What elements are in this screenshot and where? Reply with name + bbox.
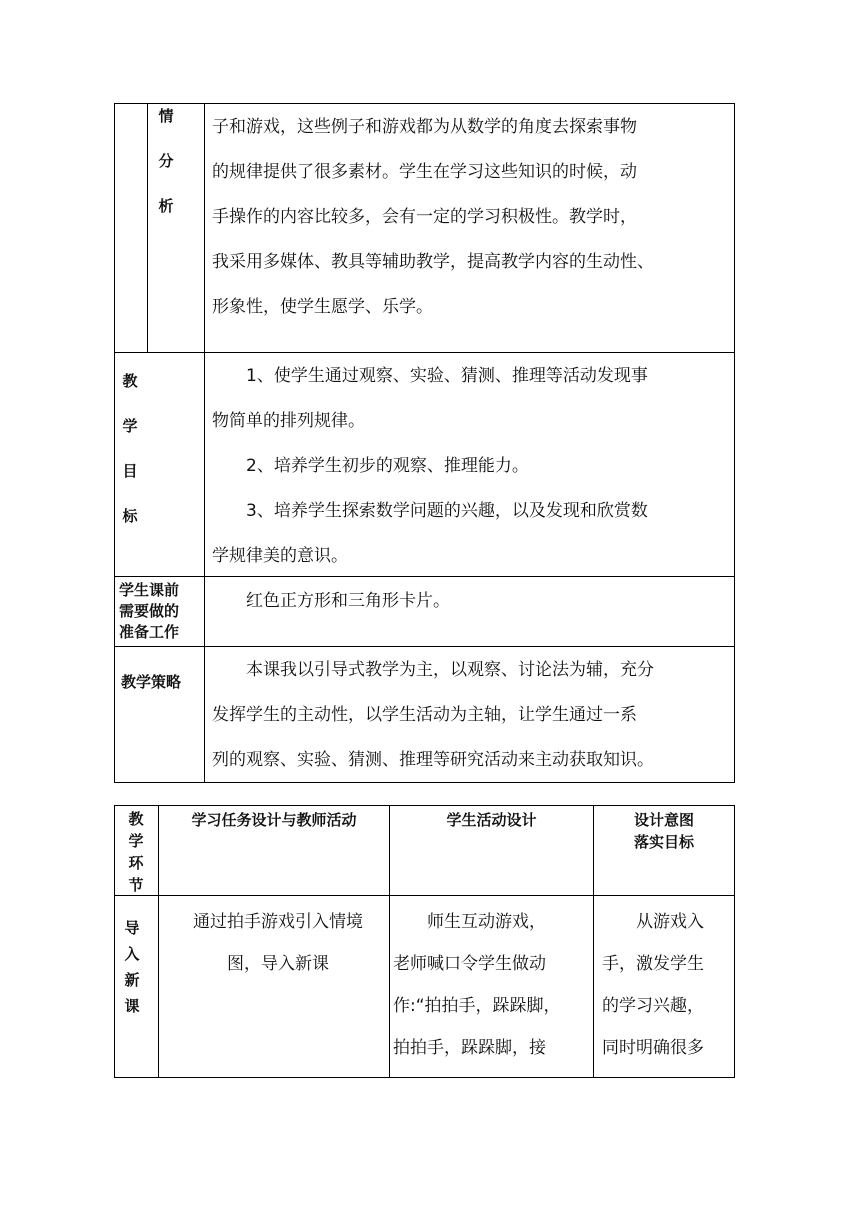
label-char: 情	[158, 107, 174, 125]
design-intent-text	[602, 901, 732, 1069]
goals-text	[212, 354, 732, 579]
header-design-intent	[594, 809, 734, 853]
prep-label	[119, 580, 179, 643]
text-line: 图，导入新课	[227, 954, 329, 974]
header-char: 教	[128, 810, 144, 828]
header-text: 落实目标	[633, 833, 694, 851]
stage-intro	[120, 915, 144, 1019]
table-border-left	[114, 103, 115, 783]
text-line: 手操作的内容比较多，会有一定的学习积极性。教学时，	[212, 207, 637, 227]
column-divider	[389, 805, 390, 1078]
label-line: 需要做的	[119, 602, 180, 620]
teaching-process-table	[114, 805, 735, 1078]
table-border-left	[114, 805, 115, 1078]
text-line: 形象性，使学生愿学、乐学。	[212, 297, 433, 317]
header-teacher-activity	[159, 809, 389, 831]
analysis-label	[154, 105, 178, 240]
text-line: 3、培养学生探索数学问题的兴趣，以及发现和欣赏数	[246, 501, 648, 521]
stage-char: 新	[124, 971, 140, 989]
text-line: 发挥学生的主动性，以学生活动为主轴，让学生通过一系	[212, 705, 637, 725]
goals-label	[118, 370, 142, 550]
header-student-activity	[390, 809, 593, 831]
text-line: 本课我以引导式教学为主，以观察、讨论法为辅，充分	[246, 660, 654, 680]
label-char: 分	[158, 152, 174, 170]
text-line: 1、使学生通过观察、实验、猜测、推理等活动发现事	[246, 366, 648, 386]
label-line: 准备工作	[119, 623, 180, 641]
header-text: 学生活动设计	[446, 811, 537, 829]
text-line: 手，激发学生	[602, 954, 704, 974]
teacher-activity-text	[168, 901, 388, 985]
header-stage	[124, 808, 148, 896]
label-char: 标	[122, 507, 138, 525]
strategy-label	[121, 672, 181, 693]
header-text: 学习任务设计与教师活动	[191, 811, 357, 829]
text-line: 物简单的排列规律。	[212, 411, 365, 431]
text-line: 学规律美的意识。	[212, 546, 348, 566]
column-divider	[147, 103, 148, 352]
text-line: 作:“拍拍手，跺跺脚，	[393, 996, 561, 1016]
table-border-right	[734, 103, 735, 783]
lesson-plan-table	[114, 103, 735, 783]
text-line: 的规律提供了很多素材。学生在学习这些知识的时候，动	[212, 162, 637, 182]
text-line: 我采用多媒体、教具等辅助教学，提高教学内容的生动性、	[212, 252, 654, 272]
table-border-right	[734, 805, 735, 1078]
header-char: 环	[128, 854, 144, 872]
table-border-bottom	[114, 1077, 735, 1078]
column-divider	[204, 103, 205, 783]
label-char: 学	[122, 417, 138, 435]
label-char: 教	[122, 372, 138, 390]
row-divider	[114, 352, 735, 353]
label-char: 目	[122, 462, 138, 480]
header-char: 节	[128, 876, 144, 894]
stage-char: 入	[124, 945, 140, 963]
stage-char: 课	[124, 997, 140, 1015]
text-line: 师生互动游戏，	[427, 912, 546, 932]
header-text: 设计意图	[633, 811, 694, 829]
label-line: 学生课前	[119, 581, 180, 599]
analysis-text	[212, 105, 732, 330]
row-divider	[114, 895, 735, 896]
student-activity-text	[393, 901, 591, 1069]
prep-text	[212, 579, 732, 624]
text-line: 同时明确很多	[602, 1038, 704, 1058]
text-line: 的学习兴趣，	[602, 996, 704, 1016]
label-line: 教学策略	[121, 673, 182, 691]
text-line: 列的观察、实验、猜测、推理等研究活动来主动获取知识。	[212, 750, 654, 770]
text-line: 红色正方形和三角形卡片。	[246, 591, 450, 611]
stage-char: 导	[124, 919, 140, 937]
column-divider	[158, 805, 159, 1078]
table-border-top	[114, 805, 735, 806]
text-line: 子和游戏，这些例子和游戏都为从数学的角度去探索事物	[212, 117, 637, 137]
label-char: 析	[158, 197, 174, 215]
text-line: 从游戏入	[636, 912, 704, 932]
header-char: 学	[128, 832, 144, 850]
text-line: 老师喊口令学生做动	[393, 954, 546, 974]
strategy-text	[212, 648, 732, 783]
text-line: 2、培养学生初步的观察、推理能力。	[246, 456, 529, 476]
row-divider	[114, 646, 735, 647]
text-line: 拍拍手，跺跺脚，接	[393, 1038, 546, 1058]
text-line: 通过拍手游戏引入情境	[193, 912, 363, 932]
table-border-top	[114, 103, 735, 104]
